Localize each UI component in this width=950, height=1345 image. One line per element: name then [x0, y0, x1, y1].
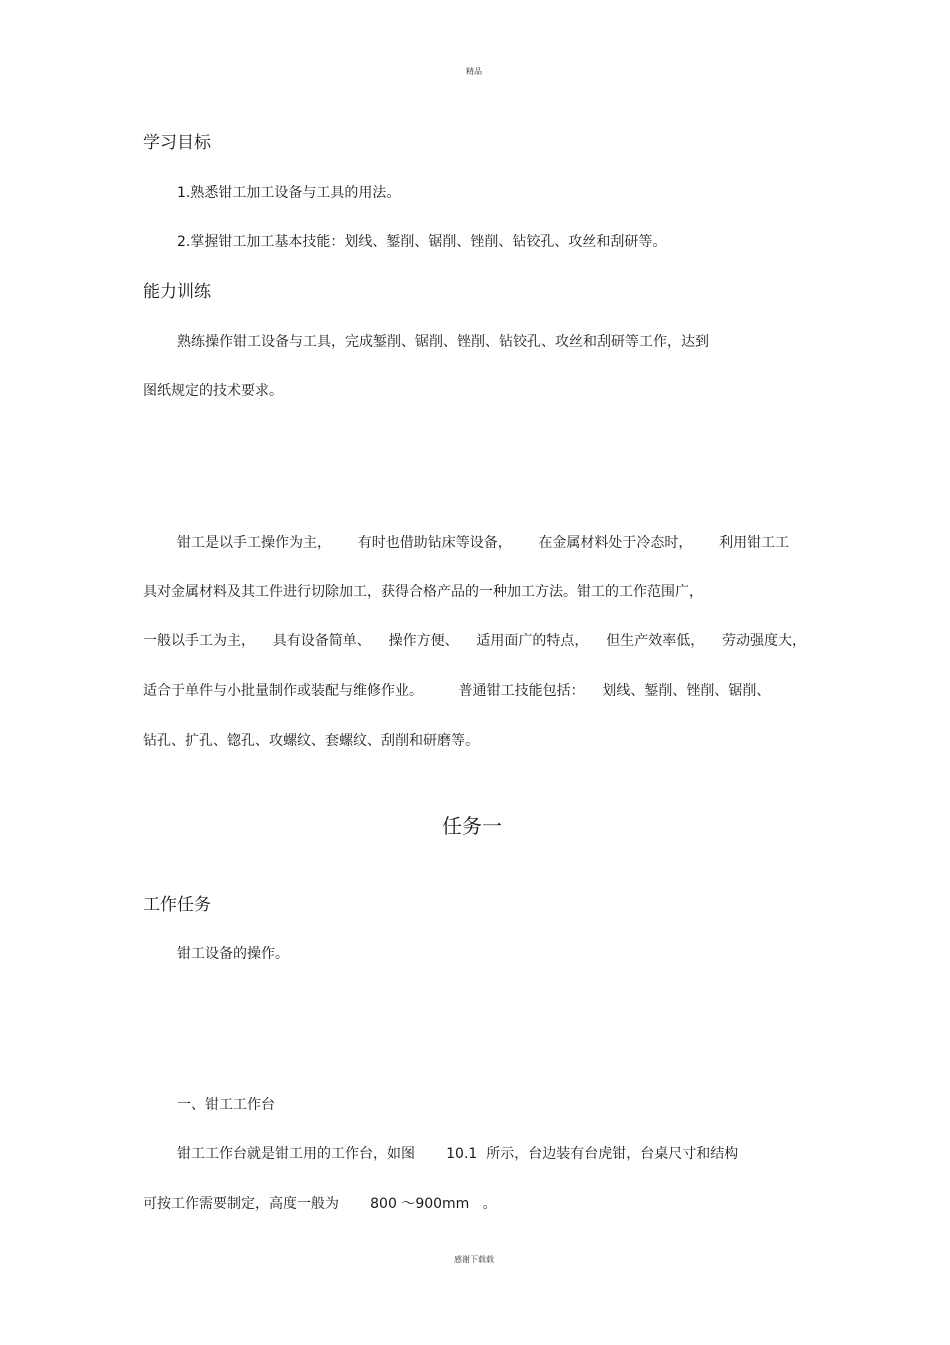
- task-title: 任务一: [442, 814, 502, 838]
- goal-item-1: 1.熟悉钳工加工设备与工具的用法。: [177, 185, 401, 201]
- heading-work-task: 工作任务: [143, 895, 211, 915]
- intro-line-2: 具对金属材料及其工件进行切除加工，获得合格产品的一种加工方法。钳工的工作范围广，: [143, 584, 703, 600]
- goal-item-2: 2.掌握钳工加工基本技能：划线、錾削、锯削、锉削、钻铰孔、攻丝和刮研等。: [177, 234, 667, 250]
- heading-ability-training: 能力训练: [143, 282, 211, 302]
- bench-line-2: 可按工作需要制定，高度一般为 800 ～900mm 。: [143, 1196, 497, 1212]
- page-footer: 感谢下载载: [454, 1255, 494, 1264]
- intro-line-1: 钳工是以手工操作为主， 有时也借助钻床等设备， 在金属材料处于冷态时， 利用钳工工: [177, 535, 790, 551]
- page-header: 精品: [466, 67, 482, 76]
- intro-line-5: 钻孔、扩孔、锪孔、攻螺纹、套螺纹、刮削和研磨等。: [143, 733, 479, 749]
- work-task-text: 钳工设备的操作。: [177, 946, 289, 962]
- bench-line-1: 钳工工作台就是钳工用的工作台，如图 10.1 所示，台边装有台虎钳，台桌尺寸和结构: [177, 1146, 739, 1162]
- intro-line-4: 适合于单件与小批量制作或装配与维修作业。 普通钳工技能包括： 划线、錾削、锉削、锯削、: [143, 683, 771, 699]
- intro-line-3: 一般以手工为主， 具有设备简单、 操作方便、 适用面广的特点， 但生产效率低， 劳动强度大，: [143, 633, 807, 649]
- ability-line-1: 熟练操作钳工设备与工具，完成錾削、锯削、锉削、钻铰孔、攻丝和刮研等工作，达到: [177, 334, 709, 350]
- ability-line-2: 图纸规定的技术要求。: [143, 383, 283, 399]
- heading-learning-goals: 学习目标: [143, 133, 211, 153]
- bench-section-title: 一、钳工工作台: [177, 1097, 275, 1113]
